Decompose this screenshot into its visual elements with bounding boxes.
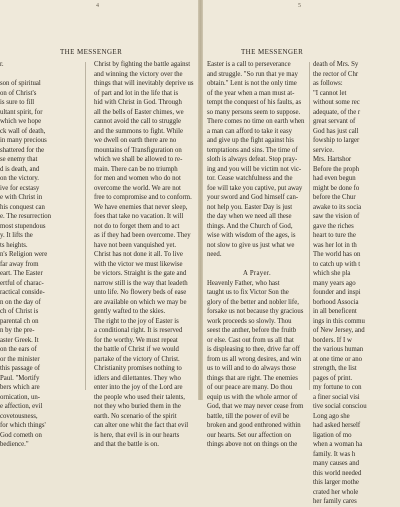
text-line: Christ has not done it all. To live	[94, 251, 183, 258]
text-line: The right to the joy of Easter is	[94, 317, 179, 325]
text-line: ing and you will be victim not vic-	[207, 165, 302, 173]
text-line: when a woman ha	[313, 441, 363, 448]
text-line: or the minister	[0, 355, 40, 363]
text-line: great servant of	[313, 118, 356, 125]
text-line: which she pla	[313, 270, 351, 277]
text-line: mountains of Transfiguration on	[94, 146, 182, 154]
text-line: partake of the victory of Christ.	[94, 355, 180, 363]
text-line: battle, till the power of evil be	[207, 412, 290, 420]
text-line: all the bells of Easter chimes, we	[94, 108, 184, 116]
text-line: shattered for the	[0, 146, 45, 154]
text-line: this larger mothe	[313, 479, 359, 486]
text-line: and give up the fight against his	[207, 137, 294, 144]
text-line: Christ by fighting the battle against	[94, 61, 191, 68]
text-line: r.	[0, 61, 4, 68]
text-line: things. And the Church of God,	[207, 222, 293, 230]
text-line: before the Chur	[313, 194, 356, 201]
text-line: ings in this commu	[313, 317, 365, 325]
text-line: this world needed	[313, 469, 362, 477]
text-line: us to will and to do always those	[207, 365, 296, 372]
text-line: n on the day of	[0, 298, 41, 306]
text-line: his conquest can	[0, 203, 45, 211]
text-line: equip us with the whole armor of	[207, 393, 298, 401]
text-line: not they who buried them in the	[94, 403, 181, 410]
text-line: without some rec	[313, 99, 360, 106]
text-line: wise with wisdom of the ages, is	[207, 232, 296, 239]
right-running-head: THE MESSENGER	[241, 48, 304, 56]
text-line: broken and good enthroned within	[207, 422, 301, 429]
text-line: not help you. Easter Day is just	[207, 203, 293, 211]
left-running-head: THE MESSENGER	[60, 48, 123, 56]
text-line: and winning the victory over the	[94, 70, 183, 78]
text-line: tor. Cease watchfulness and the	[207, 175, 293, 182]
text-line: have not been vanquished yet.	[94, 241, 177, 249]
text-line: taught us to fix Victor Son the	[207, 289, 289, 296]
text-line: and the summons to fight. While	[94, 127, 183, 135]
text-line: many causes and	[313, 460, 360, 467]
text-line: gave the riches	[313, 222, 354, 230]
text-line: on the ears of	[0, 346, 37, 353]
text-line	[207, 260, 307, 270]
text-line: e with Christ in	[0, 194, 43, 201]
text-line: from us all wrong desires, and win	[207, 355, 302, 363]
text-line: n's Religion were	[0, 251, 48, 258]
text-line: a conditional right. It is reserved	[94, 327, 183, 334]
text-line: of New Jersey, and	[313, 327, 365, 334]
text-line: borhood Associa	[313, 298, 359, 306]
right-page-number: 5	[298, 3, 301, 9]
text-line: Mrs. Hartshor	[313, 156, 352, 163]
text-line: bers which are	[0, 384, 40, 391]
text-line: and struggle. "So run that ye may	[207, 70, 298, 78]
text-line: unto life. No flowery beds of ease	[94, 289, 187, 296]
text-line: se enemy that	[0, 156, 38, 163]
text-line: A Prayer.	[243, 270, 271, 277]
text-line: ractical conside-	[0, 289, 45, 296]
text-line: which we shall be allowed to re-	[94, 156, 183, 163]
text-line: the people who used their talents,	[94, 393, 185, 401]
text-line: far away from	[0, 260, 39, 268]
text-line: this passage of	[0, 365, 41, 372]
text-line: your sword and God himself can-	[207, 194, 299, 201]
text-line: service.	[313, 146, 334, 154]
text-line: tive social consciou	[313, 403, 367, 410]
text-line: things above not on things on the	[207, 441, 298, 448]
text-line: of part and lot in the life that is	[94, 89, 179, 97]
text-line: and that the battle is on.	[94, 441, 159, 448]
text-line: is here, that evil is in our hearts	[94, 431, 180, 439]
text-line: is displeasing to thee, drive far off	[207, 346, 300, 353]
text-line: God cometh on	[0, 431, 42, 439]
text-line: for the worthy. We must repeat	[94, 336, 178, 344]
text-line: Heavenly Father, who hast	[207, 279, 280, 287]
text-line: heart to ture the	[313, 232, 356, 239]
text-line: ligation of mo	[313, 431, 352, 439]
text-line: foe will take you captive, put away	[207, 184, 303, 192]
text-line: Easter is a call to perseverance	[207, 61, 291, 68]
left-page	[0, 0, 198, 448]
text-line: glory of the better and nobler life,	[207, 298, 299, 306]
text-line: not slow to give us just what we	[207, 241, 295, 249]
text-line: We have enemies that never sleep,	[94, 203, 188, 211]
text-line	[0, 70, 75, 80]
text-line: not do to forget them and to act	[94, 222, 180, 230]
right-column-1	[207, 60, 307, 450]
text-line: can alter one whit the fact that evil	[94, 422, 189, 429]
text-line: hid with Christ in God. Through	[94, 99, 182, 106]
text-line: narrow still is the way that leadeth	[94, 279, 188, 287]
text-line: so many persons seem to suppose.	[207, 108, 301, 116]
text-line: enter into the joy of the Lord are	[94, 384, 183, 391]
text-line: of the year when a man must at-	[207, 89, 295, 97]
text-line: of our peace are many. Do thou	[207, 384, 293, 391]
text-line: cannot avoid the call to struggle	[94, 118, 182, 125]
text-line: sloth is always defeat. Stop pray-	[207, 156, 298, 163]
text-line: might be done fo	[313, 184, 360, 192]
text-line: had asked herself	[313, 422, 361, 429]
text-line: founder and inspi	[313, 289, 361, 296]
text-line: work proceeds so slowly. Thou	[207, 317, 292, 325]
text-line: Before the proph	[313, 165, 360, 173]
text-line: or else. Cast out from us all that	[207, 336, 294, 344]
text-line: Paul. "Mortify	[0, 374, 40, 382]
text-line: which we hope	[0, 118, 42, 125]
text-line: aster Greek. It	[0, 336, 39, 344]
text-line: adequate, of the r	[313, 108, 361, 116]
text-line: borders. If I w	[313, 336, 352, 344]
text-line: the battle of Christ if we would	[94, 346, 179, 353]
right-column-rule	[309, 62, 310, 390]
text-line: forsake us not because thy gracious	[207, 308, 304, 315]
text-line: ertful of charac-	[0, 279, 44, 287]
text-line: saw the vision of	[313, 213, 360, 220]
text-line: ive for ecstasy	[0, 184, 40, 192]
text-line: "I cannot let	[313, 89, 347, 97]
left-column-1	[0, 60, 75, 450]
text-line: a finer social visi	[313, 393, 360, 401]
text-line: for which things'	[0, 422, 46, 429]
text-line: pages of print.	[313, 374, 353, 382]
text-line: is sure to fill	[0, 99, 35, 106]
text-line: family. It was h	[313, 450, 356, 458]
text-line: foes that take no vacation. It will	[94, 213, 184, 220]
text-line: eart. The Easter	[0, 270, 43, 277]
text-line: need.	[207, 251, 222, 258]
text-line: to catch up with t	[313, 260, 361, 268]
text-line: Christianity promises nothing to	[94, 365, 182, 372]
text-line: at one time or ano	[313, 355, 363, 363]
text-line: earth. No scenario of the spirit	[94, 412, 177, 420]
text-line: things that will inevitably deprive us	[94, 80, 194, 87]
text-line: God, that we may never cease from	[207, 403, 304, 410]
text-line: son of spiritual	[0, 80, 41, 87]
text-line: had even begun	[313, 175, 356, 182]
text-line: e affection, evil	[0, 403, 43, 410]
left-column-2	[94, 60, 194, 450]
text-line: we dwell on earth there are no	[94, 137, 177, 144]
text-line: our hearts. Set our affection on	[207, 431, 292, 439]
text-line: awake to its socia	[313, 203, 362, 211]
text-line: ck wall of death,	[0, 127, 46, 135]
text-line: e. The resurrection	[0, 213, 52, 220]
right-page	[203, 0, 400, 505]
text-line: death of Mrs. Sy	[313, 61, 359, 68]
text-line: overcome the world. We are not	[94, 184, 181, 192]
text-line: free to compromise and to conform.	[94, 194, 192, 201]
right-column-2	[313, 60, 400, 507]
text-line: the day when we need all these	[207, 213, 292, 220]
text-line: things that are right. The enemies	[207, 374, 298, 382]
text-line: obtain." Lent is not the only time	[207, 80, 297, 87]
text-line: ultant spirit, for	[0, 108, 43, 116]
text-line: seest the anther, before the fruitb	[207, 327, 297, 334]
text-line: main. There can be no triumph	[94, 165, 178, 173]
text-line: her family cares	[313, 498, 357, 505]
text-line: was her lot in th	[313, 241, 357, 249]
text-line: ts heights.	[0, 241, 28, 249]
text-line: parental ch on	[0, 317, 39, 325]
text-line: many years ago	[313, 279, 356, 287]
text-line: as if they had been overcome. They	[94, 232, 191, 239]
text-line: as follows:	[313, 80, 343, 87]
text-line: ch of Christ is	[0, 308, 39, 315]
text-line: are available on which we may be	[94, 298, 187, 306]
text-line: n by the pre-	[0, 327, 35, 334]
text-line: gently wafted to the skies.	[94, 308, 166, 315]
text-line: tempt the conquest of his faults, as	[207, 99, 302, 106]
text-line: ornication, un-	[0, 393, 41, 401]
text-line: The world has on	[313, 251, 361, 258]
text-line: the various human	[313, 346, 364, 353]
text-line: be victors. Straight is the gate and	[94, 270, 187, 277]
left-column-rule	[85, 62, 86, 390]
text-line: Long ago she	[313, 412, 350, 420]
text-line: in all beneficent	[313, 308, 357, 315]
text-line: the rector of Chr	[313, 70, 359, 78]
text-line: There comes no time on earth when	[207, 118, 305, 125]
text-line: idlers and dilettantes. They who	[94, 374, 181, 382]
text-line: covetousness,	[0, 412, 38, 420]
text-line: y. It lifts the	[0, 232, 33, 239]
text-line: with the victor we must likewise	[94, 260, 183, 268]
text-line: strength, the list	[313, 365, 357, 372]
text-line: temptations and sins. The time of	[207, 146, 298, 154]
text-line: God has just call	[313, 127, 359, 135]
text-line: for men and women who do not	[94, 175, 181, 182]
text-line: on the victory.	[0, 175, 40, 182]
left-page-number: 4	[96, 3, 99, 9]
text-line: on of Christ's	[0, 89, 37, 97]
text-line: crated her whole	[313, 488, 359, 496]
text-line: fowship to larger	[313, 137, 360, 144]
text-line: a man can afford to take it easy	[207, 127, 292, 135]
text-line: my fortune to con	[313, 384, 362, 391]
text-line: bedience."	[0, 441, 29, 448]
text-line: most stupendous	[0, 222, 46, 230]
text-line: d is death, and	[0, 165, 40, 173]
text-line: in many precious	[0, 137, 47, 144]
